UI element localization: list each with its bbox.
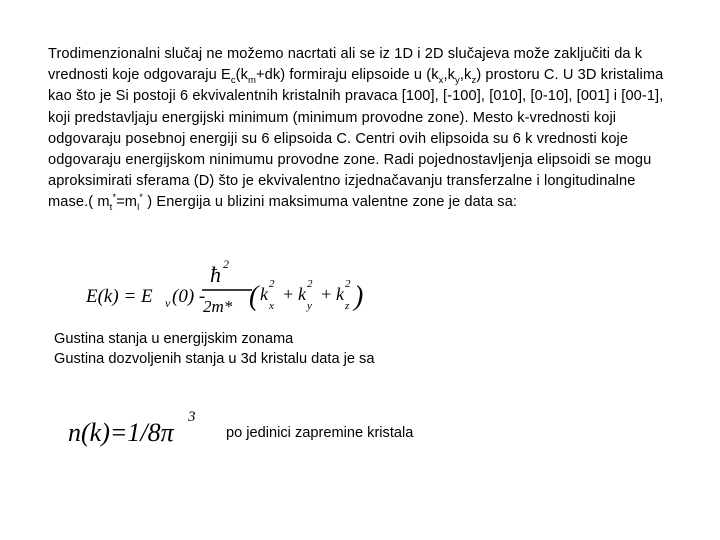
eq-kz: k — [336, 284, 344, 304]
subscript: y — [455, 75, 460, 87]
subscript: l — [137, 202, 140, 214]
text-run: +dk) formiraju elipsoide u (k — [256, 67, 439, 84]
eq-ky-sq: 2 — [307, 278, 313, 290]
eq-kx-sub: x — [269, 300, 274, 312]
eq-kx: k — [260, 284, 268, 304]
eq-kz-sq: 2 — [345, 278, 351, 290]
body-paragraph — [48, 44, 673, 214]
eq-paren-close: ) — [354, 281, 364, 312]
density-zones-line: Gustina stanja u energijskim zonama — [54, 331, 294, 347]
superscript: * — [139, 192, 144, 204]
energy-equation — [86, 254, 386, 326]
text-run: =m — [116, 194, 138, 211]
eq-paren-open: ( — [249, 281, 259, 312]
eq-hbar: ħ — [210, 262, 221, 287]
eq-plus-1: + — [282, 284, 295, 304]
text-run: ,k — [459, 67, 472, 84]
eq-num-exp: 2 — [223, 257, 229, 271]
eq-plus-2: + — [320, 284, 333, 304]
density-equation — [66, 397, 226, 459]
text-run: ,k — [443, 67, 456, 84]
text-run: (k — [235, 67, 249, 84]
eq2-exponent: 3 — [188, 409, 196, 425]
eq-denominator: 2m* — [203, 297, 233, 316]
eq-ev-arg: (0) - — [172, 286, 206, 307]
eq-ev-subscript: v — [165, 296, 171, 310]
subscript: m — [248, 75, 257, 87]
eq-ky-sub: y — [307, 300, 312, 312]
eq-kx-sq: 2 — [269, 278, 275, 290]
density-3d-line: Gustina dozvoljenih stanja u 3d kristalu data je sa — [54, 351, 375, 367]
subscript: t — [109, 202, 113, 214]
text-run: Trodimenzionalni slučaj ne možemo nacrtati ali se iz 1D i 2D slučajeva može zaključiti da k vrednosti koje odgovaraju E — [48, 46, 643, 84]
eq-ky: k — [298, 284, 306, 304]
text-run: ) prostoru C. U 3D kristalima kao što je Si postoji 6 ekvivalentnih kristalnih pravaca [100], [-100], [010], [0-10], [001] i [00-1], koji predstavljaju energijski minimum (minimum provodne zone). Mesto k-vrednosti koji odgovaraju posebnoj energiji su 6 elipsoida C. Centri ovih elipsoida su 6 k vrednosti koje odgovaraju energijskom ninimumu provodne zone. Radi pojednostavljenja elipsoidi se mogu aproksimirati sferama (D) što je ekvivalentno izjednačavanju transferzalne i longitudinalne mase.( m — [48, 67, 664, 211]
text-run: ) Energija u blizini maksimuma valentne zone je data sa: — [143, 194, 518, 211]
eq-lhs: E(k) = E — [86, 286, 153, 307]
subscript: z — [471, 75, 477, 87]
equation-caption: po jedinici zapremine kristala — [226, 425, 414, 441]
subscript: x — [438, 75, 444, 87]
eq-kz-sub: z — [345, 300, 350, 312]
eq2-lhs: n(k)=1/8π — [68, 418, 174, 447]
subscript: c — [230, 75, 236, 87]
superscript: * — [112, 192, 117, 204]
